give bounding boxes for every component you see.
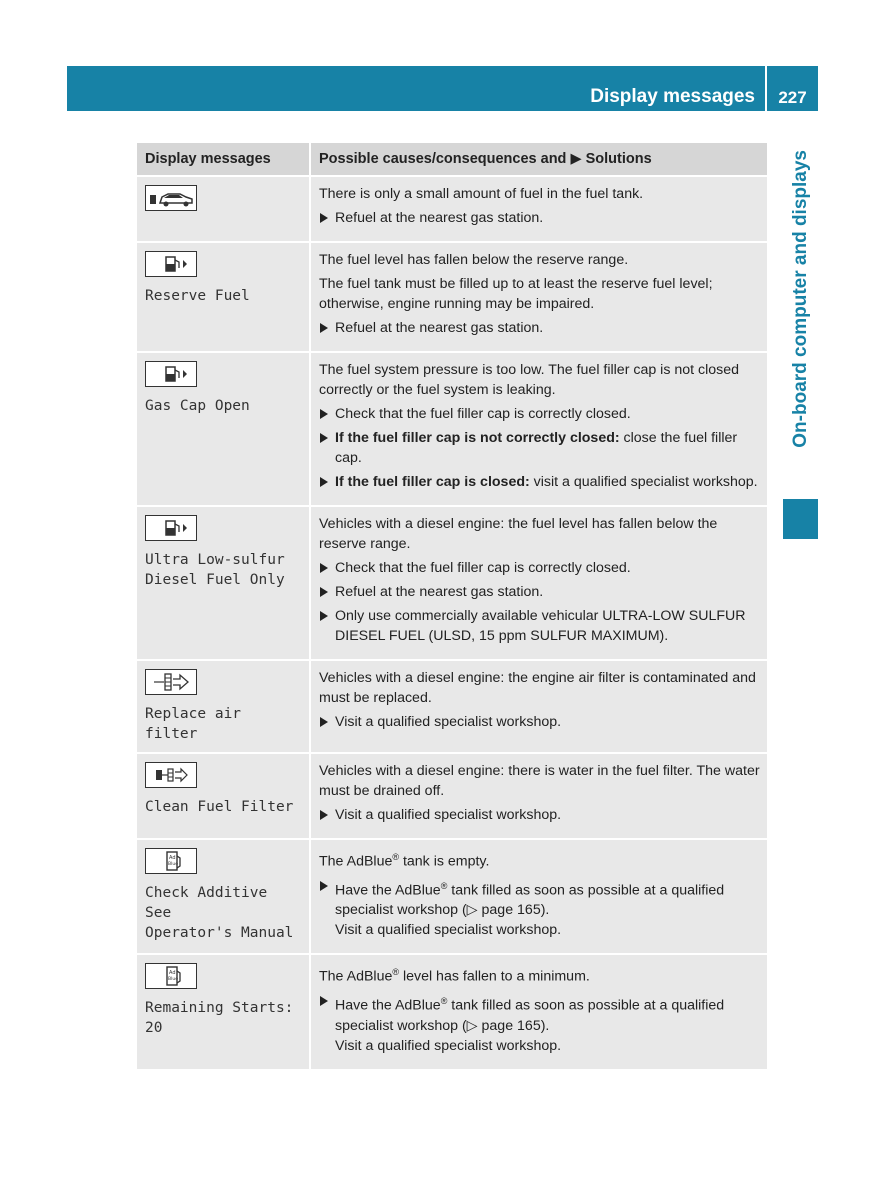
svg-text:Blue: Blue (168, 862, 178, 867)
page-title: Display messages (590, 86, 755, 107)
adblue-icon (145, 848, 197, 874)
side-tab (783, 150, 818, 490)
table-row (137, 954, 767, 1069)
svg-text:Ad: Ad (169, 970, 176, 977)
row-2-solution-3: If the fuel filler cap is closed: visit a qualified specialist workshop. (319, 472, 761, 492)
col-header-causes-solutions: Possible causes/consequences and ▶ Solutions (310, 143, 767, 176)
row-3-solution-2: Refuel at the nearest gas station. (319, 582, 761, 602)
page-number: 227 (778, 88, 807, 107)
row-5-solution: Visit a qualified specialist workshop. (319, 805, 761, 825)
row-6-cause: The AdBlue® tank is empty. (319, 852, 490, 870)
display-message-text: Replace air filter (145, 706, 242, 742)
row-6-solution: Have the AdBlue® tank filled as soon as possible at a qualified specialist workshop (▷ page 165). Visit a qualified specialist workshop. (319, 876, 761, 941)
display-message-text: Reserve Fuel (145, 288, 250, 304)
side-tab-marker (783, 499, 818, 539)
table-row (137, 176, 767, 242)
fuel-pump-icon (145, 515, 197, 541)
low-fuel-car-icon (145, 185, 197, 211)
row-5-cause: Vehicles with a diesel engine: there is water in the fuel filter. The water must be drained off. (319, 763, 760, 799)
row-0-solution: Refuel at the nearest gas station. (319, 208, 761, 228)
display-message-text: Remaining Starts: 20 (145, 1000, 294, 1037)
fuel-pump-icon (145, 251, 197, 277)
svg-text:Blue: Blue (168, 977, 178, 983)
table-row (137, 352, 767, 506)
fuel-pump-icon (145, 361, 197, 387)
row-7-cause: The AdBlue® level has fallen to a minimum. (319, 967, 590, 986)
display-messages-table (137, 143, 767, 1071)
row-3-solution-1: Check that the fuel filler cap is correctly closed. (319, 558, 761, 578)
row-3-solution-3: Only use commercially available vehicular ULTRA-LOW SULFUR DIESEL FUEL (ULSD, 15 ppm SULFUR MAXIMUM). (319, 606, 761, 646)
row-1-cause: The fuel level has fallen below the reserve range. (319, 252, 629, 268)
col-header-display-messages: Display messages (137, 143, 310, 176)
row-4-cause: Vehicles with a diesel engine: the engine air filter is contaminated and must be replaced. (319, 670, 756, 706)
adblue-icon (145, 963, 197, 989)
row-4-solution: Visit a qualified specialist workshop. (319, 712, 761, 732)
table-row (137, 242, 767, 352)
table-row (137, 660, 767, 753)
svg-text:Ad: Ad (169, 855, 176, 861)
row-7-solution: Have the AdBlue® tank filled as soon as possible at a qualified specialist workshop (▷ page 165). Visit a qualified specialist workshop. (319, 991, 761, 1056)
side-tab-label: On-board computer and displays (790, 150, 811, 448)
row-3-cause: Vehicles with a diesel engine: the fuel level has fallen below the reserve range. (319, 516, 718, 552)
display-message-text: Ultra Low-sulfur Diesel Fuel Only (145, 552, 285, 588)
row-1-solution: Refuel at the nearest gas station. (319, 318, 761, 338)
row-2-solution-2: If the fuel filler cap is not correctly closed: close the fuel filler cap. (319, 428, 761, 468)
display-message-text: Clean Fuel Filter (145, 799, 294, 815)
row-2-solution-1: Check that the fuel filler cap is correctly closed. (319, 404, 761, 424)
table-row (137, 839, 767, 954)
row-0-cause: There is only a small amount of fuel in the fuel tank. (319, 186, 644, 202)
row-1-consequence: The fuel tank must be filled up to at least the reserve fuel level; otherwise, engine running may be impaired. (319, 276, 713, 312)
air-filter-icon (145, 669, 197, 695)
page-number-box (767, 66, 818, 111)
table-row (137, 753, 767, 839)
fuel-filter-icon (145, 762, 197, 788)
header-bar (67, 66, 765, 111)
table-header-row (137, 143, 767, 176)
display-message-text: Gas Cap Open (145, 398, 250, 414)
row-2-cause: The fuel system pressure is too low. The fuel filler cap is not closed correctly or the fuel system is leaking. (319, 362, 740, 398)
display-message-text: Check Additive See Operator's Manual (145, 885, 294, 941)
table-row (137, 506, 767, 660)
